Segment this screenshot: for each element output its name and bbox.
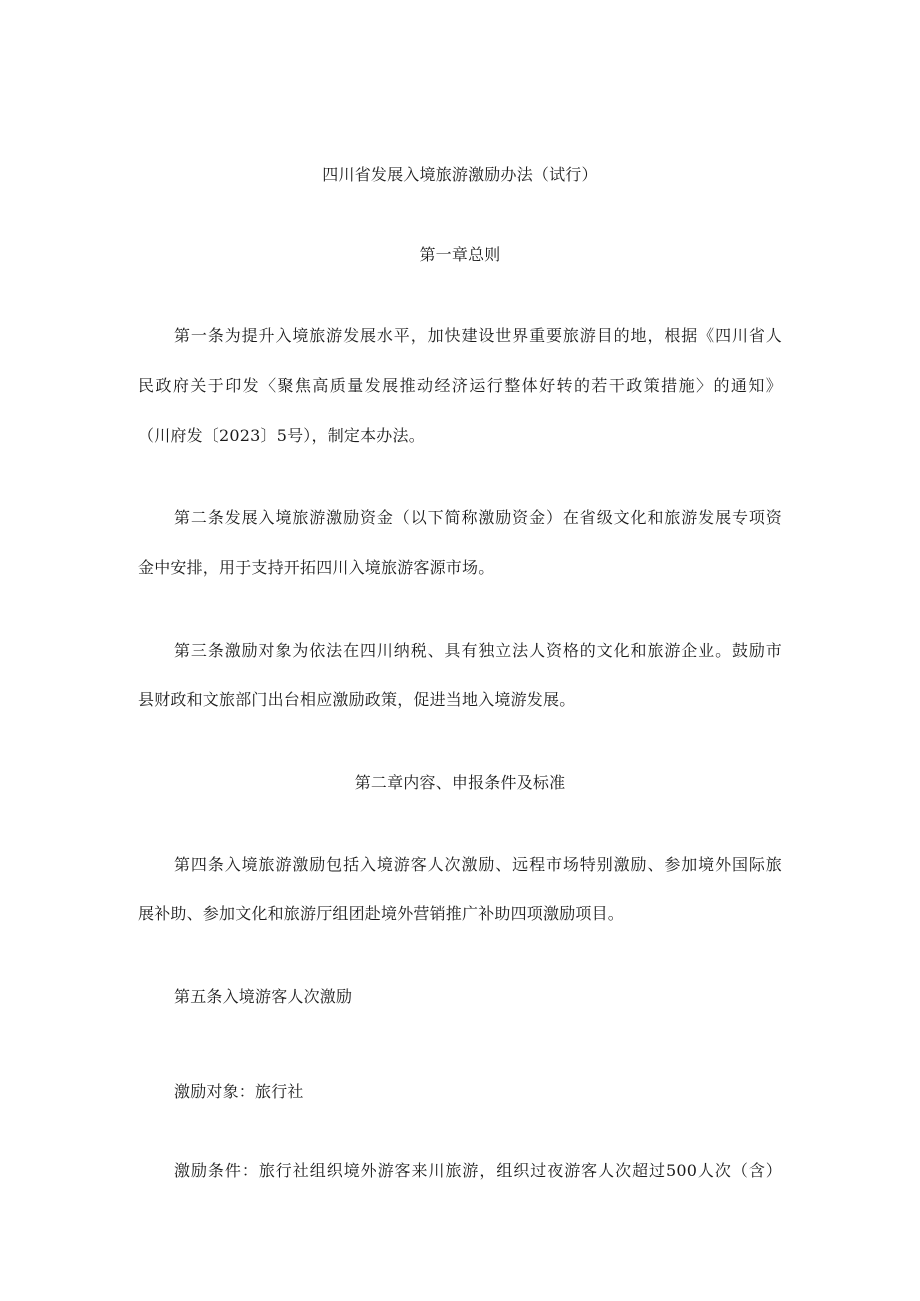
article-3-line-2: 县财政和文旅部门出台相应激励政策，促进当地入境游发展。 <box>138 690 576 709</box>
article-4-line-2: 展补助、参加文化和旅游厅组团赴境外营销推广补助四项激励项目。 <box>138 904 625 923</box>
article-5-condition: 激励条件：旅行社组织境外游客来川旅游，组织过夜游客人次超过500人次（含） <box>174 1161 782 1180</box>
article-1-line-3: （川府发〔2023〕5号），制定本办法。 <box>138 426 425 445</box>
article-1-line-1: 第一条为提升入境旅游发展水平，加快建设世界重要旅游目的地，根据《四川省人 <box>174 326 782 345</box>
article-4-line-1: 第四条入境旅游激励包括入境游客人次激励、远程市场特别激励、参加境外国际旅 <box>174 855 782 874</box>
chapter-2-heading: 第二章内容、申报条件及标准 <box>354 773 566 792</box>
article-2-line-2: 金中安排，用于支持开拓四川入境旅游客源市场。 <box>138 558 495 577</box>
article-3-line-1: 第三条激励对象为依法在四川纳税、具有独立法人资格的文化和旅游企业。鼓励市 <box>174 641 782 660</box>
article-1-line-2: 民政府关于印发〈聚焦高质量发展推动经济运行整体好转的若干政策措施〉的通知》 <box>138 376 782 395</box>
article-5-target: 激励对象：旅行社 <box>174 1082 304 1101</box>
article-2-line-1: 第二条发展入境旅游激励资金（以下简称激励资金）在省级文化和旅游发展专项资 <box>174 508 782 527</box>
article-5-heading: 第五条入境游客人次激励 <box>174 987 353 1006</box>
chapter-1-heading: 第一章总则 <box>419 245 501 264</box>
document-title: 四川省发展入境旅游激励办法（试行） <box>322 165 598 184</box>
